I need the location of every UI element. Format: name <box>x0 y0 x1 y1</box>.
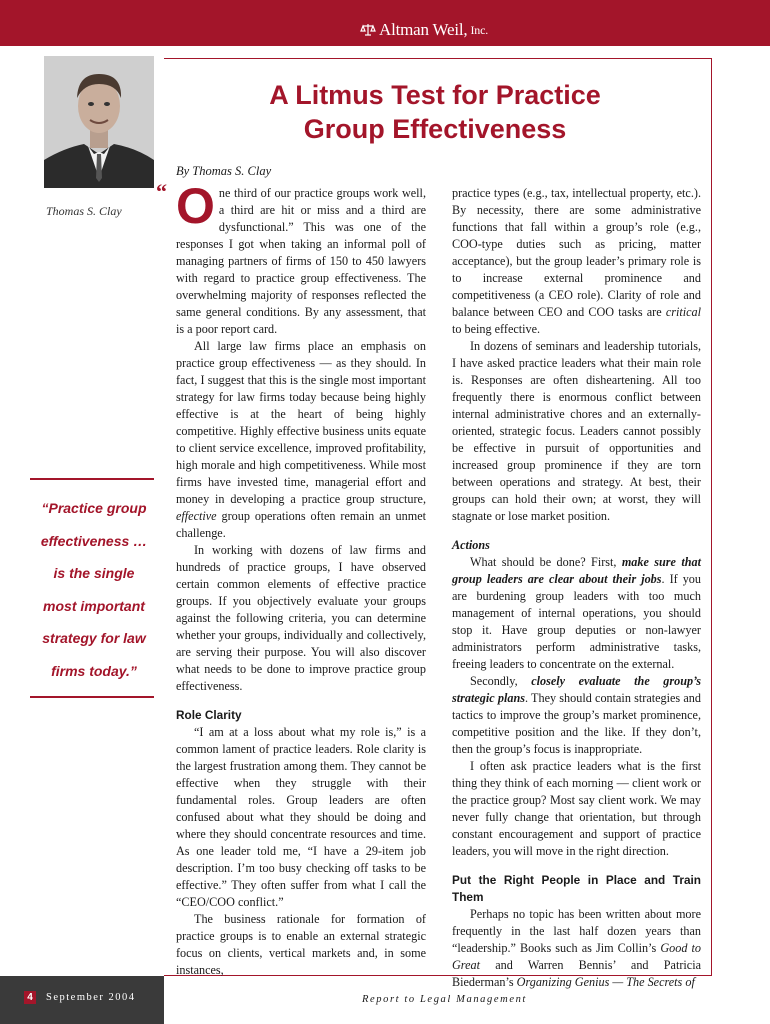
article-title <box>190 78 680 146</box>
paragraph: In working with dozens of law firms and hundreds of practice groups, I have observed certain common elements of effective practice groups. If you objectively evaluate your groups against the following criteria, you can determine whether your groups, individually and collectively, are serving their purpose. You will also discover what needs to be done to improve practice group effectiveness. <box>176 543 426 693</box>
paragraph-text: ne third of our practice groups work well, a third are hit or miss and a third are dysfunctional.” This was one of the responses I got when taking an informal poll of managing partners of firms of 150 to 450 lawyers with regard to practice group effectiveness. The overwhelming majority of responses reflected the same general conditions. By any assessment, that is a poor report card. <box>176 186 426 336</box>
title-line-2: Group Effectiveness <box>303 114 567 144</box>
author-portrait <box>44 56 154 188</box>
issue-date: September 2004 <box>46 992 136 1003</box>
paragraph <box>452 185 701 338</box>
pullquote-line: is the single <box>53 565 135 581</box>
byline: By Thomas S. Clay <box>176 164 272 178</box>
drop-quote-mark: “ <box>156 179 167 204</box>
page-number: 4 <box>24 991 36 1004</box>
pullquote-line: most important <box>43 597 145 614</box>
paragraph-text: practice types (e.g., tax, intellectual property, etc.). By necessity, there are some administrative functions that fall within a group’s role (e.g., COO-type duties such as pricing, matter acceptance), but the group leader’s primary role is to increase external prominence and competitiveness (a CEO role). Clarity of role and balance between CEO and COO tasks are <box>452 186 701 319</box>
emphasis: make sure that group leaders are clear about their jobs <box>452 555 701 586</box>
drop-cap <box>156 178 215 234</box>
paragraph-text: group operations often remain an unmet challenge. <box>176 509 427 540</box>
emphasis: critical <box>665 305 702 319</box>
scales-icon <box>360 23 376 37</box>
brand-name: Altman Weil, <box>379 20 468 39</box>
pullquote-line: effectiveness … <box>40 532 148 549</box>
paragraph: “I am at a loss about what my role is,” is a common lament of practice leaders. Role clarity is the largest frustration among them. They cannot be effective when they struggle with their fundamental roles. Group leaders are often confused about what they should be doing and where they should concentrate resources and time. As one leader told me, “I have a 29-item job description. I’m too busy checking off tasks to be effective.” They often suffer from what I call the “CEO/COO conflict.” <box>176 725 426 909</box>
title-line-1: A Litmus Test for Practice <box>269 80 601 110</box>
paragraph: I often ask practice leaders what is the first thing they think of each morning — client work or the practice group? Most say client work. We may never fully change that orientation, but through constant encouragement and support of practice leaders, you will move in the right direction. <box>452 759 701 858</box>
pull-quote <box>30 492 158 687</box>
paragraph-text: Secondly, <box>470 674 518 688</box>
paragraph: The business rationale for formation of practice groups is to enable an external strategic focus on clients, vertical markets and, in some instances, <box>176 912 426 977</box>
paragraph <box>452 906 701 991</box>
paragraph <box>452 554 701 673</box>
pullquote-line: strategy for law <box>42 630 146 646</box>
emphasis: effective <box>176 509 217 523</box>
publication-name: Report to Legal Management <box>362 994 527 1005</box>
portrait-caption: Thomas S. Clay <box>46 204 122 218</box>
paragraph: In dozens of seminars and leadership tutorials, I have asked practice leaders what their main role is. Responses are often disheartening. All too frequently there is enormous conflict between internal administrative chores and an externally-oriented, strategic focus. Leaders cannot possibly be effective in pursuit of opportunities and increased group prominence if they are torn between operations and strategy. At best, their groups can hold their own; at worst, they will stagnate or lose market position. <box>452 339 701 523</box>
section-heading-role-clarity: Role Clarity <box>176 708 242 722</box>
paragraph-text: to being effective. <box>452 322 541 336</box>
article-column-2 <box>452 185 701 991</box>
paragraph-text: What should be done? First, <box>470 555 617 569</box>
paragraph-text: . They should contain strategies and tactics to improve the group’s market prominence, competitive position and the like. If they don’t, then the group’s focus is inappropriate. <box>452 691 701 756</box>
section-heading-right-people: Put the Right People in Place and Train Them <box>452 873 701 904</box>
pullquote-line: “Practice group <box>41 500 147 516</box>
emphasis: Organizing Genius — The Secrets of <box>516 975 695 989</box>
drop-cap-letter: O <box>176 178 215 234</box>
emphasis: Good to Great <box>452 941 702 972</box>
emphasis: closely evaluate the group’s strategic plans <box>452 674 702 705</box>
pullquote-rule-bottom <box>30 696 154 698</box>
portrait-illustration <box>44 56 154 188</box>
paragraph-text: and Warren Bennis’ and Patricia Biederman’s <box>452 958 701 989</box>
paragraph-text: Perhaps no topic has been written about more frequently in the last half dozen years than “leadership.” Books such as Jim Collin’s <box>452 907 701 955</box>
section-heading-actions: Actions <box>452 538 490 552</box>
article-column-1 <box>156 178 427 979</box>
brand-suffix: Inc. <box>470 22 488 37</box>
brand-logo <box>360 20 488 40</box>
paragraph-text: All large law firms place an emphasis on practice group effectiveness — as they should. In fact, I suggest that this is the single most important strategy for law firms today because being highly effective is at the heart of being highly competitive. Highly effective business units equate to client service excellence, improved profitability, high morale and high competitiveness. While most firms have invested time, managerial effort and money in developing a practice group structure, <box>176 339 426 506</box>
paragraph <box>156 178 426 338</box>
paragraph <box>176 338 426 542</box>
header-bar <box>0 0 770 46</box>
paragraph-text: . If you are burdening group leaders with too much management of internal operations, you should stop it. Have group deputies or non-lawyer administrators perform administrative tasks, freeing leaders to concentrate on the external. <box>452 572 701 671</box>
paragraph <box>452 673 701 758</box>
pullquote-rule-top <box>30 478 154 480</box>
pullquote-line: firms today.” <box>51 662 137 679</box>
